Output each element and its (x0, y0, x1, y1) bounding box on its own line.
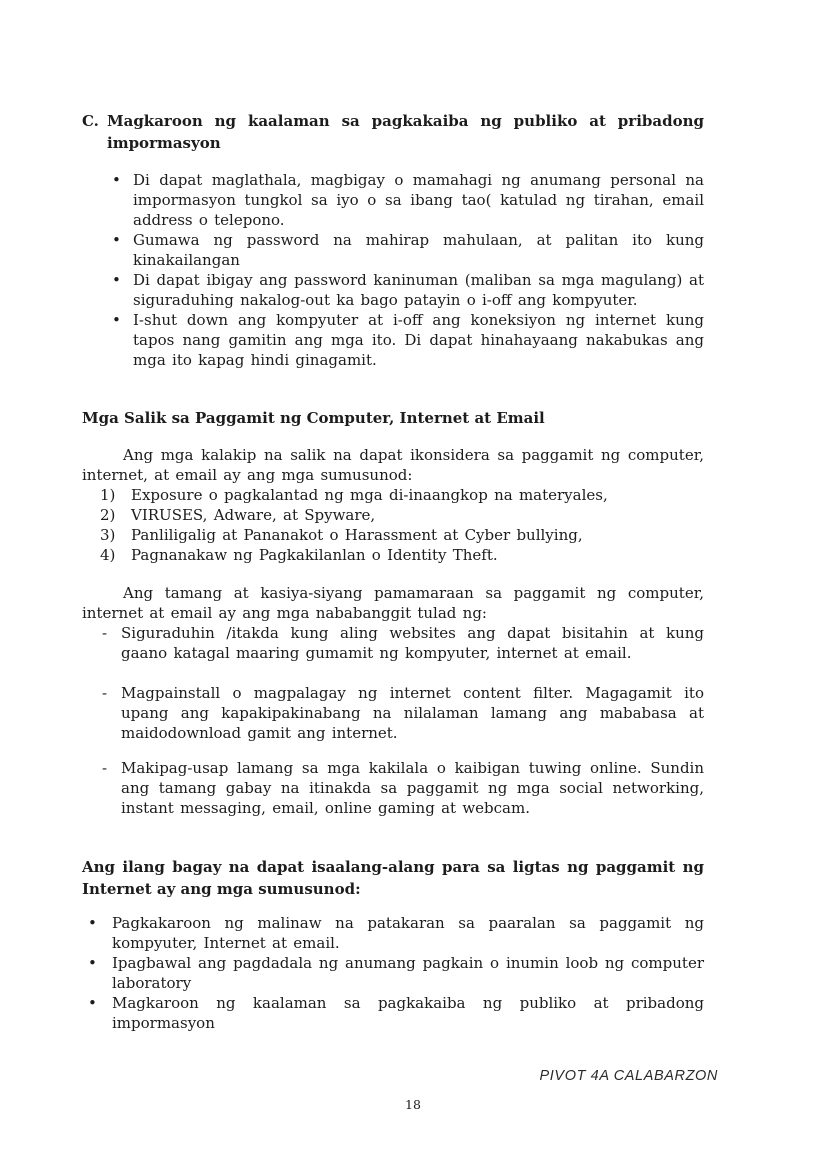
number-marker: 4) (100, 546, 116, 564)
number-marker: 2) (100, 506, 116, 524)
salik-section-heading: Mga Salik sa Paggamit ng Computer, Internet at Email (82, 409, 545, 427)
bullet-item (88, 993, 704, 1033)
page-number: 18 (405, 1097, 421, 1112)
dash-item (102, 683, 704, 743)
bullet-marker: • (88, 994, 97, 1012)
dash-item (102, 623, 704, 663)
bullet-item-text: Magkaroon ng kaalaman sa pagkakaiba ng publiko at pribadong impormasyon (112, 994, 704, 1032)
bullet-item (112, 270, 704, 310)
bullet-item-text: Di dapat maglathala, magbigay o mamahagi ng anumang personal na impormasyon tungkol sa iyo o sa ibang tao( katulad ng tirahan, email address o telepono. (133, 171, 704, 229)
bullet-item-text: I-shut down ang kompyuter at i-off ang koneksiyon ng internet kung tapos nang gamitin ang mga ito. Di dapat hinahayaang nakabukas ang mga ito kapag hindi ginagamit. (133, 311, 704, 369)
ligtas-section-heading: Ang ilang bagay na dapat isaalang-alang para sa ligtas ng paggamit ng Internet ay ang mga sumusunod: (82, 858, 704, 898)
dash-marker: - (102, 624, 108, 642)
bullet-marker: • (88, 914, 97, 932)
numbered-item-text: VIRUSES, Adware, at Spyware, (131, 506, 376, 524)
bullet-item (112, 170, 704, 230)
bullet-marker: • (112, 271, 121, 289)
bullet-item (88, 953, 704, 993)
dash-item-text: Makipag-usap lamang sa mga kakilala o kaibigan tuwing online. Sundin ang tamang gabay na itinakda sa paggamit ng mga social networking, instant messaging, email, online gaming at webcam. (121, 759, 704, 817)
footer-brand: PIVOT 4A CALABARZON (539, 1068, 718, 1084)
bullet-marker: • (112, 171, 121, 189)
numbered-item (100, 485, 704, 505)
number-marker: 3) (100, 526, 116, 544)
numbered-item-text: Panliligalig at Pananakot o Harassment at Cyber bullying, (131, 526, 583, 544)
bullet-item (112, 230, 704, 270)
number-marker: 1) (100, 486, 116, 504)
salik-intro-paragraph: Ang mga kalakip na salik na dapat ikonsidera sa paggamit ng computer, internet, at email ay ang mga sumusunod: (82, 446, 704, 484)
numbered-item (100, 505, 704, 525)
numbered-item-text: Pagnanakaw ng Pagkakilanlan o Identity Theft. (131, 546, 498, 564)
numbered-item (100, 525, 704, 545)
section-c-bullet-list (82, 170, 704, 370)
section-c-title: Magkaroon ng kaalaman sa pagkakaiba ng publiko at pribadong impormasyon (107, 112, 704, 152)
section-c-label: C. (82, 112, 99, 130)
bullet-marker: • (88, 954, 97, 972)
dash-item-text: Siguraduhin /itakda kung aling websites ang dapat bisitahin at kung gaano katagal maaring gumamit ng kompyuter, internet at email. (121, 624, 704, 662)
numbered-item (100, 545, 704, 565)
ligtas-bullet-list (82, 913, 704, 1033)
dash-marker: - (102, 684, 108, 702)
bullet-item-text: Pagkakaroon ng malinaw na patakaran sa paaralan sa paggamit ng kompyuter, Internet at email. (112, 914, 704, 952)
bullet-item-text: Gumawa ng password na mahirap mahulaan, at palitan ito kung kinakailangan (133, 231, 704, 269)
numbered-item-text: Exposure o pagkalantad ng mga di-inaangkop na materyales, (131, 486, 608, 504)
tamang-intro-paragraph: Ang tamang at kasiya-siyang pamamaraan sa paggamit ng computer, internet at email ay ang mga nababanggit tulad ng: (82, 584, 704, 622)
dash-marker: - (102, 759, 108, 777)
salik-numbered-list (82, 485, 704, 565)
page-content (82, 110, 704, 1033)
bullet-marker: • (112, 231, 121, 249)
dash-item-text: Magpainstall o magpalagay ng internet content filter. Magagamit ito upang ang kapakipakinabang na nilalaman lamang ang mababasa at maidodownload gamit ang internet. (121, 684, 704, 742)
bullet-marker: • (112, 311, 121, 329)
bullet-item-text: Ipagbawal ang pagdadala ng anumang pagkain o inumin loob ng computer laboratory (112, 954, 704, 992)
bullet-item (112, 310, 704, 370)
bullet-item (88, 913, 704, 953)
bullet-item-text: Di dapat ibigay ang password kaninuman (maliban sa mga magulang) at siguraduhing nakalog-out ka bago patayin o i-off ang kompyuter. (133, 271, 704, 309)
section-c-heading (82, 110, 704, 154)
dash-item (102, 758, 704, 818)
tamang-dash-list (82, 623, 704, 818)
